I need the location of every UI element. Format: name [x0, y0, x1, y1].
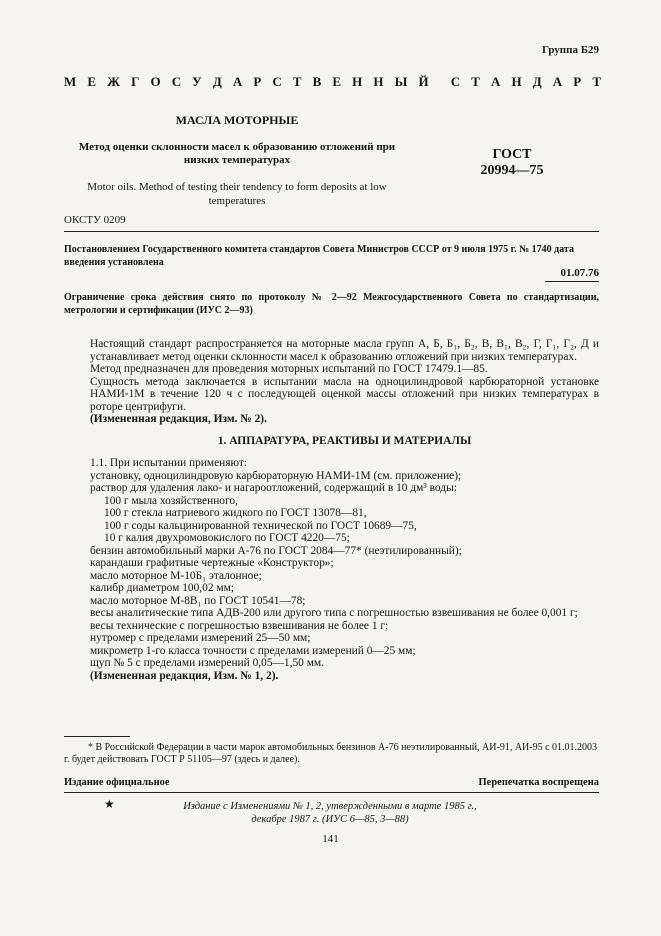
- heading-letter: Ы: [394, 74, 408, 89]
- heading-letter: В: [312, 74, 322, 89]
- divider: [64, 792, 599, 793]
- list-item: нутромер с пределами измерений 25—50 мм;: [90, 632, 311, 644]
- okstu-code: ОКСТУ 0209: [64, 214, 126, 226]
- decree-text: Постановлением Государственного комитета стандартов Совета Министров СССР от 9 июля 1975 г. № 1740 дата введения установлена: [64, 244, 574, 268]
- list-item: 100 г соды кальцинированной технической по ГОСТ 10689—75,: [104, 519, 417, 532]
- reprint-notice: Перепечатка воспрещена: [478, 777, 599, 788]
- clause: 1.1. При испытании применяют:: [90, 457, 247, 469]
- gost-designation: [470, 147, 554, 179]
- heading-letter: Н: [373, 74, 384, 89]
- list-item: весы технические с погрешностью взвешивания не более 1 г;: [90, 619, 389, 632]
- heading-letter: Р: [573, 74, 582, 89]
- heading-letter: Д: [532, 74, 542, 89]
- heading-letter: С: [450, 74, 461, 89]
- list-item: бензин автомобильный марки А-76 по ГОСТ 2084—77* (неэтилированный);: [90, 544, 462, 557]
- list-item: 100 г стекла натриевого жидкого по ГОСТ 13078—81,: [104, 507, 367, 519]
- list-item: 10 г калия двухромовокислого по ГОСТ 4220—75;: [104, 532, 350, 544]
- materials-list: [90, 470, 599, 670]
- main-body: [90, 338, 599, 682]
- heading-letter: Д: [212, 74, 222, 89]
- list-item: весы аналитические типа АДВ-200 или другого типа с погрешностью взвешивания не более 0,001 г;: [90, 607, 578, 619]
- heading-letter: Н: [511, 74, 522, 89]
- list-item: карандаши графитные чертежные «Конструктор»;: [90, 557, 334, 569]
- heading-letter: Ж: [107, 74, 120, 89]
- heading-letter: А: [552, 74, 563, 89]
- introduction-date: 01.07.76: [560, 267, 599, 279]
- date-underline: [545, 281, 599, 282]
- heading-letter: А: [491, 74, 501, 89]
- interstate-standard-heading: [64, 74, 601, 90]
- list-item: 100 г мыла хозяйственного,: [104, 494, 238, 507]
- group-code: Группа Б29: [542, 44, 599, 56]
- star-icon: ★: [104, 797, 115, 811]
- heading-letter: Т: [471, 74, 480, 89]
- amendment-note: (Измененная редакция, Изм. № 1, 2).: [90, 669, 279, 682]
- heading-letter: Й: [418, 74, 429, 89]
- document-subtitle: Метод оценки склонности масел к образованию отложений при низких температурах: [78, 141, 396, 166]
- changes-line: Издание с Изменениями № 1, 2, утвержденными в марте 1985 г.,: [183, 801, 477, 812]
- heading-letter: А: [232, 74, 243, 89]
- list-item: масло моторное М-8В₁ по ГОСТ 10541—78;: [90, 594, 306, 607]
- list-item: установку, одноцилиндровую карбюраторную НАМИ-1М (см. приложение);: [90, 469, 462, 482]
- official-edition: Издание официальное: [64, 777, 170, 788]
- paragraph: Метод предназначен для проведения моторных испытаний по ГОСТ 17479.1—85.: [90, 363, 488, 375]
- list-item: микрометр 1-го класса точности с пределами измерений 0—25 мм;: [90, 644, 416, 657]
- changes-note: [140, 800, 520, 826]
- divider: [64, 231, 599, 232]
- section-heading: 1. АППАРАТУРА, РЕАКТИВЫ И МАТЕРИАЛЫ: [217, 434, 472, 447]
- list-item: калибр диаметром 100,02 мм;: [90, 582, 234, 594]
- heading-letter: Г: [131, 74, 140, 89]
- heading-letter: Н: [352, 74, 363, 89]
- heading-letter: М: [64, 74, 77, 89]
- heading-letter: Т: [292, 74, 302, 89]
- gost-label: ГОСТ: [492, 147, 532, 162]
- paragraph: Сущность метода заключается в испытании масла на одноцилиндровой карбюраторной установке НАМИ-1М в течение 120 ч с последующей оценкой массы отложений при низких температурах в роторе центрифуги.: [90, 375, 599, 413]
- heading-letter: О: [150, 74, 161, 89]
- footnote: * В Российской Федерации в части марок автомобильных бензинов А-76 неэтилированный, АИ-91, АИ-95 с 01.01.2003 г. будет действовать ГОСТ Р 51105—97 (здесь и далее).: [64, 742, 598, 765]
- heading-letter: С: [272, 74, 282, 89]
- list-item: щуп № 5 с пределами измерений 0,05—1,50 мм.: [90, 657, 324, 669]
- heading-letter: С: [171, 74, 182, 89]
- paragraph: Настоящий стандарт распространяется на моторные масла групп А, Б, Б₁, Б₂, В, В₁, В₂, Г, Г₁, Г₂, Д и устанавливает метод оценки склонности масел к образованию отложений при низких температурах.: [90, 338, 599, 363]
- changes-line: декабре 1987 г. (ИУС 6—85, 3—88): [251, 814, 409, 825]
- heading-letter: Р: [253, 74, 262, 89]
- amendment-note: (Измененная редакция, Изм. № 2).: [90, 413, 267, 425]
- footnote-rule: [64, 736, 130, 737]
- heading-letter: У: [192, 74, 202, 89]
- document-title: МАСЛА МОТОРНЫЕ: [175, 113, 299, 127]
- english-title: Motor oils. Method of testing their tendency to form deposits at low temperatures: [87, 181, 387, 207]
- list-item: масло моторное М-10Б₁ эталонное;: [90, 569, 262, 582]
- heading-letter: Т: [592, 74, 601, 89]
- page-number: 141: [322, 833, 339, 845]
- gost-number: 20994—75: [480, 163, 544, 178]
- heading-letter: Е: [332, 74, 342, 89]
- limitation-text: Ограничение срока действия снято по протоколу № 2—92 Межгосударственного Совета по стандартизации, метрологии и сертификации (ИУС 2—93): [64, 292, 599, 316]
- list-item: раствор для удаления лако- и нагароотложений, содержащий в 10 дм³ воды:: [90, 482, 457, 494]
- heading-letter: Е: [87, 74, 97, 89]
